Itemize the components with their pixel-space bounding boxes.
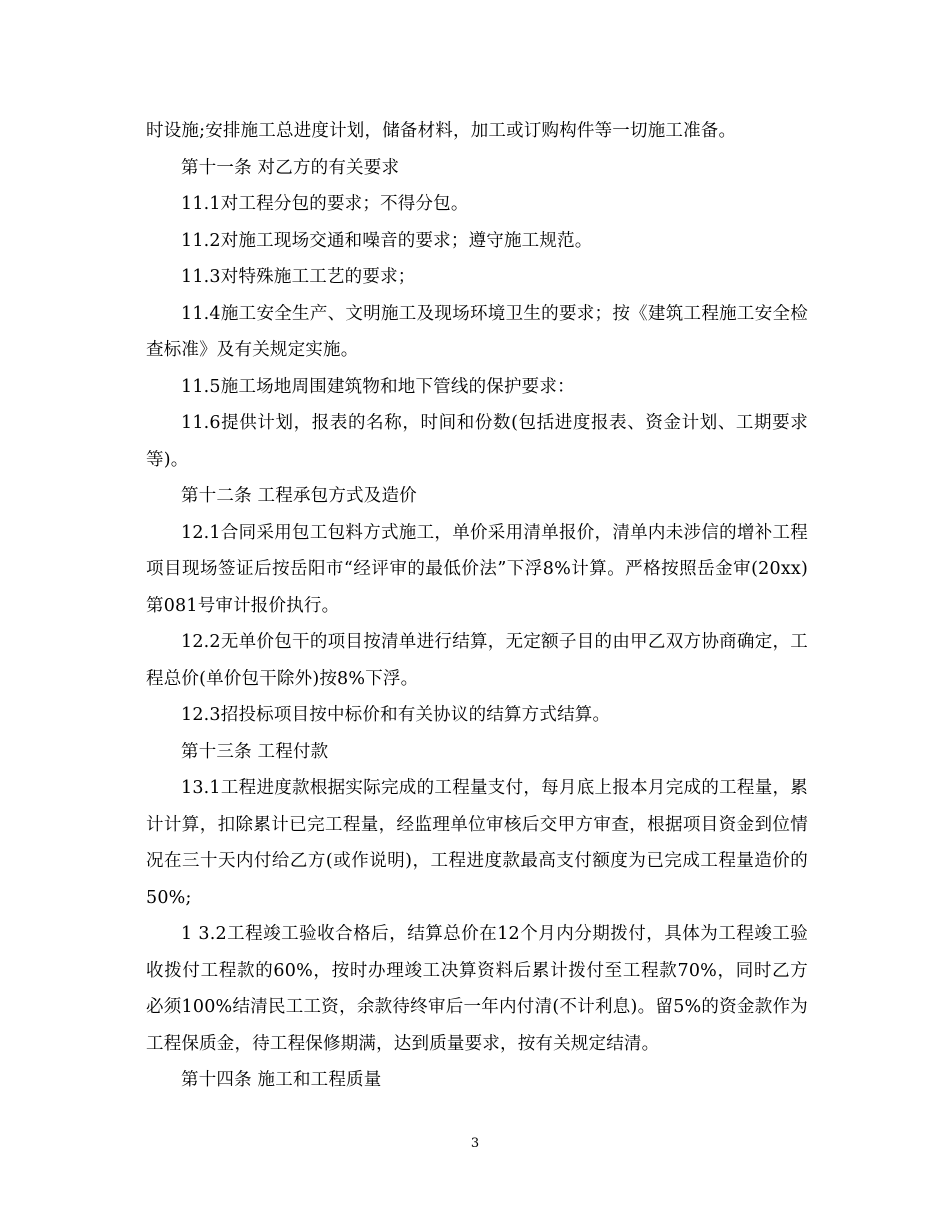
clause-13-1: 13.1工程进度款根据实际完成的工程量支付，每月底上报本月完成的工程量，累计计算，扣除累计已完工程量，经监理单位审核后交甲方审查，根据项目资金到位情况在三十天内付给乙方(或作说明)，工程进度款最高支付额度为已完成工程量造价的50%; [146, 778, 808, 908]
clause-12-2: 12.2无单价包干的项目按清单进行结算，无定额子目的由甲乙双方协商确定，工程总价(单价包干除外)按8%下浮。 [146, 632, 808, 689]
clause-11-4: 11.4施工安全生产、文明施工及现场环境卫生的要求；按《建筑工程施工安全检查标准》及有关规定实施。 [146, 303, 808, 360]
clause-11-5: 11.5施工场地周围建筑物和地下管线的保护要求： [181, 376, 575, 397]
clause-12-1: 12.1合同采用包工包料方式施工，单价采用清单报价，清单内未涉信的增补工程项目现场签证后按岳阳市“经评审的最低价法”下浮8%计算。严格按照岳金审(20xx)第081号审计报价执行。 [146, 522, 808, 616]
paragraph-1: 时设施;安排施工总进度计划，储备材料，加工或订购构件等一切施工准备。 [146, 121, 737, 141]
section-heading-13: 第十三条 工程付款 [181, 741, 329, 762]
section-heading-11: 第十一条 对乙方的有关要求 [181, 157, 400, 178]
clause-11-2: 11.2对施工现场交通和噪音的要求；遵守施工规范。 [181, 230, 593, 251]
document-body [146, 113, 808, 1099]
page-number: 3 [470, 1136, 480, 1151]
clause-13-2: 1 3.2工程竣工验收合格后，结算总价在12个月内分期拨付，具体为工程竣工验收拨付工程款的60%，按时办理竣工决算资料后累计拨付至工程款70%，同时乙方必须100%结清民工工资，余款待终审后一年内付清(不计利息)。留5%的资金款作为工程保质金，待工程保修期满，达到质量要求，按有关规定结清。 [146, 924, 808, 1054]
clause-11-3: 11.3对特殊施工工艺的要求； [181, 267, 416, 287]
clause-11-1: 11.1对工程分包的要求；不得分包。 [181, 194, 469, 214]
clause-11-6: 11.6提供计划，报表的名称，时间和份数(包括进度报表、资金计划、工期要求等)。 [146, 413, 808, 470]
section-heading-14: 第十四条 施工和工程质量 [181, 1070, 382, 1090]
clause-12-3: 12.3招投标项目按中标价和有关协议的结算方式结算。 [181, 705, 611, 725]
section-heading-12: 第十二条 工程承包方式及造价 [181, 486, 417, 506]
